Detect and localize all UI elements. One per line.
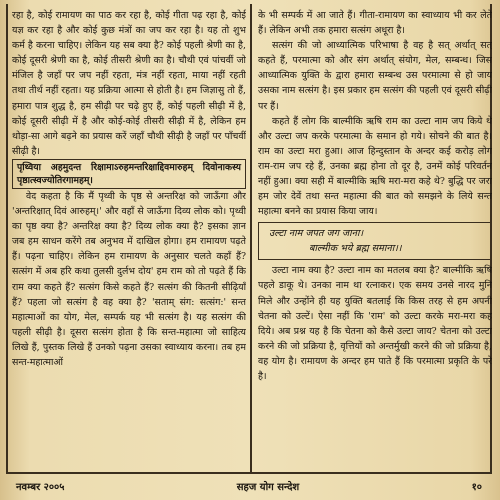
- right-column: [258, 8, 492, 470]
- footer-page-number: १०: [471, 482, 482, 493]
- column-divider: [250, 4, 252, 474]
- verse-line-2: बाल्मीक भये ब्रह्म समाना।।: [309, 243, 402, 255]
- left-paragraph-1: रहा है, कोई रामायण का पाठ कर रहा है, कोई गीता पढ़ रहा है, कोई यज्ञ कर रहा है और कोई कुछ मंत्रों का जप कर रहा है। यह तो शुभ कर्म है करना चाहिए। लेकिन यह सब क्या है? कोई पहली श्रेणी का है, कोई दूसरी श्रेणी का है, कोई तीसरी श्रेणी का है। चौथी एवं पांचवीं जो मंजिल है जहाँ पर जप नहीं रहता, मंत्र नहीं रहता, माया नहीं रहती तथा तीर्थ नहीं रहता। यह प्रक्रिया आत्मा से होती है। हम जिज्ञासु तो हैं, हमारा पात्र शुद्ध है, हम सीढ़ी पर चढ़े हुए हैं, कोई पहली सीढ़ी में है, कोई दूसरी सीढ़ी में है और कोई-कोई तीसरी सीढ़ी में है, लेकिन हम थोड़ा-सा आगे बढ़ने का प्रयास करें जहाँ चौथी सीढ़ी है जहाँ पर पाँचवीं सीढ़ी है।: [12, 10, 246, 157]
- sanskrit-shloka: पृथ्विया अहमुदन्त रिक्षामाऽरुहमन्तरिक्षाद्दिवमारुहम् दिवोनाकस्य पृष्ठात्स्वज्योतिरगामहम्।: [12, 159, 246, 189]
- footer-magazine-title: सहज योग सन्देश: [236, 482, 300, 493]
- right-paragraph-2: सत्संग की जो आध्यात्मिक परिभाषा है वह है सत् अर्थात् सत् कहते हैं, परमात्मा को और संग अर्थात् संयोग, मेल, सम्बन्ध। जिस आध्यात्मिक युक्ति के द्वारा हमारा सम्बन्ध उस परमात्मा से हो जाय उसका नाम सत्संग है। इस प्रकार हम सत्संग की पहली एवं दूसरी सीढ़ी पर हैं।: [258, 40, 492, 112]
- ramayan-verse: [258, 222, 492, 260]
- right-paragraph-1: के भी सम्पर्क में आ जाते हैं। गीता-रामायण का स्वाध्याय भी कर लेते हैं। लेकिन अभी तक हमारा सत्संग अधूरा है।: [258, 10, 492, 37]
- left-paragraph-2: वेद कहता है कि मैं पृथ्वी के पृष्ठ से अन्तरिक्ष को जाऊँगा और 'अन्तरिक्षात् दिवं आरुहम्।' और वहाँ से जाऊँगा दिव्य लोक को। पृथ्वी का पृष्ठ क्या है? अन्तरिक्ष क्या है? दिव्य लोक क्या है? इसका ज्ञान जब हम साधन करेंगे तब अनुभव में दाखिल होगा। हम रामायण पढ़ते हैं। पढ़ना चाहिए। लेकिन हम रामायण के अनुसार चलते कहाँ हैं? सत्संग में अब हरि कथा तुलसी दुर्लभ दोय' हम राम को तो पढ़ते हैं कि राम क्या कहते हैं? सत्संग किसे कहते हैं? सत्संग की कितनी सीढ़ियाँ हैं? पहला जो सत्संग है वह क्या है? 'सताम् संग: सत्संग:' सन्त महात्माओं का योग, मेल, सम्पर्क यह भी सत्संग है। यह सत्संग की पहली सीढ़ी है। दूसरा सत्संग होता है कि सन्त-महात्मा जो साहित्य लिखे हैं, पुस्तक लिखे हैं उनको पढ़ना उसका स्वाध्याय करना। तब हम सन्त-महात्माओं: [12, 190, 246, 368]
- page-footer: [6, 476, 492, 496]
- footer-date: नवम्बर २००५: [16, 482, 65, 493]
- left-column: [12, 8, 246, 470]
- verse-line-1: उल्टा नाम जपत जग जाना।: [269, 228, 364, 240]
- right-paragraph-4: उल्टा नाम क्या है? उल्टा नाम का मतलब क्या है? बाल्मीकि ऋषि पहले डाकू थे। उनका नाम था रत्नाकर। एक समय उनसे नारद मुनि मिले और उन्होंने ही यह युक्ति बतलाई कि किस तरह से हम अपनी चेतना को उल्टें। ऐसा नहीं कि 'राम' को उल्टा करके मरा-मरा कह दिये। अब प्रश्न यह है कि चेतना को कैसे उल्टा जाय? चेतना को उल्टा करने की जो प्रक्रिया है, वृत्तियों को अन्तर्मुखी करने की जो प्रक्रिया है, वह योग है। रामायण के अन्दर हम पाते हैं कि परमात्मा प्रकृति के परे है।: [258, 265, 492, 382]
- right-paragraph-3: कहते हैं लोग कि बाल्मीकि ऋषि राम का उल्टा नाम जप किये थे और उल्टा जप करके परमात्मा के समान हो गये। सोचने की बात है। राम का उल्टा मरा हुआ। आज हिन्दुस्तान के अन्दर कई करोड़ लोग राम-राम जप रहे हैं, उनका ब्रह्म होना तो दूर है, उनमें कोई परिवर्तन नहीं हुआ। क्या सही में बाल्मीकि ऋषि मरा-मरा कहे थे? बुद्धि पर जरा हम जोर देवें तथा सन्त महात्मा की बात को समझने के लिये सन्त महात्मा बनने का प्रयास किया जाय।: [258, 115, 492, 218]
